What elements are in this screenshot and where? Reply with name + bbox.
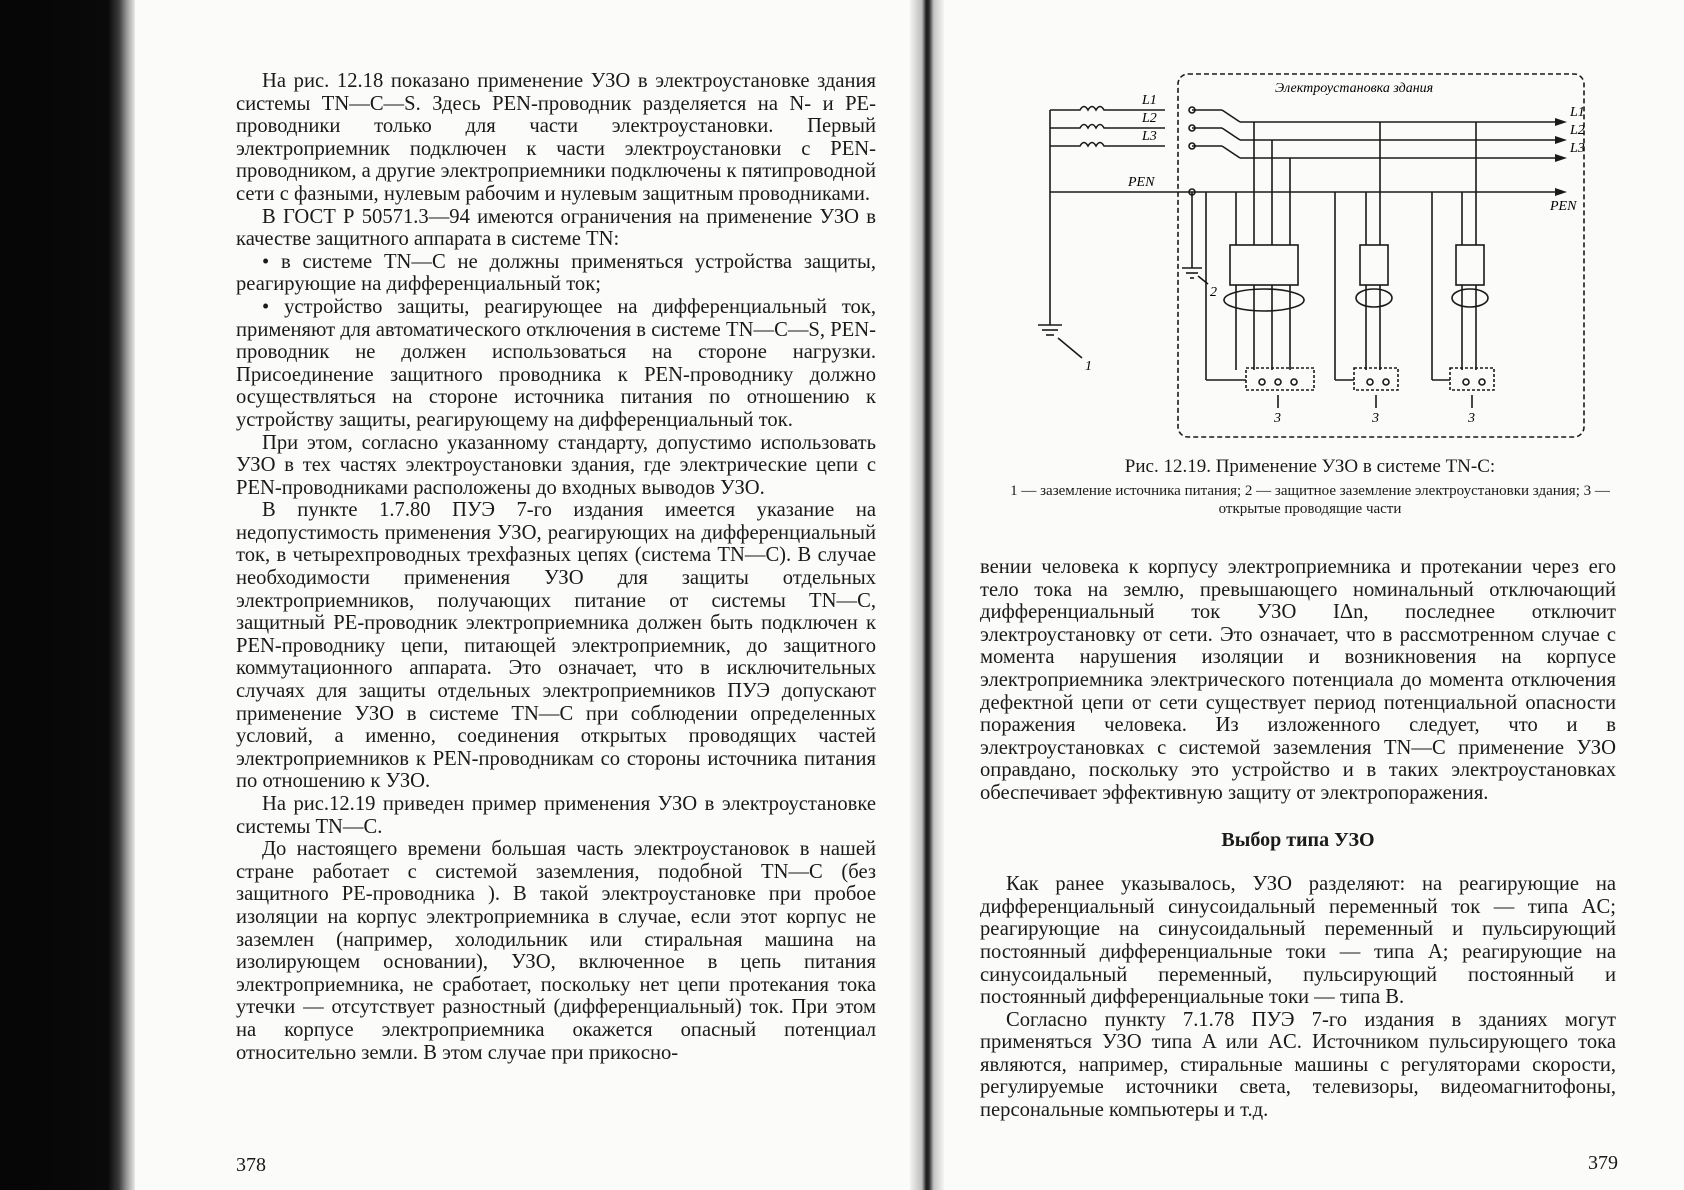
building-boundary <box>1178 74 1584 437</box>
right-page-number: 379 <box>1588 1152 1618 1174</box>
paragraph: В пункте 1.7.80 ПУЭ 7-го издания имеется указание на недопустимость применения УЗО, реагирующих на дифференциальный ток, в четырехпроводных трехфазных цепях (система TN—C). В случае необходимости применения УЗО для защиты отдельных электроприемников, получающих питание от системы TN—C, защитный PE-проводник электроприемника должен быть подключен к PEN-проводнику цепи, питающей электроприемник, до защитного коммутационного аппарата. Это означает, что в исключительных случаях для защиты отдельных электроприемников ПУЭ допускают применение УЗО в системе TN—C при соблюдении определенных условий, а именно, соединения открытых проводящих частей электроприемников к PEN-проводникам со стороны источника питания по отношению к УЗО. <box>236 499 876 793</box>
callout-1: 1 <box>1085 359 1092 374</box>
list-item: • устройство защиты, реагирующее на дифференциальный ток, применяют для автоматического отключения в системе TN—C—S, PEN-проводник не должен использоваться на стороне нагрузки. Присоединение защитного проводника к PEN-проводнику должно осуществляться на стороне источника питания по отношению к устройству защиты, реагирующему на дифференциальный ток. <box>236 295 876 431</box>
callout-3: 3 <box>1372 411 1379 426</box>
paragraph: На рис. 12.18 показано применение УЗО в электроустановке здания системы TN—C—S. Здесь PEN-проводник разделяется на N- и PE-проводники только для части электроустановки. Первый электроприемник подключен к части электроустановки с PEN-проводником, а другие электроприемники подключены к пятипроводной сети с фазными, нулевым рабочим и нулевым защитным проводниками. <box>236 70 876 205</box>
right-label-pen: PEN <box>1550 199 1577 214</box>
left-label-l2: L2 <box>1142 111 1157 126</box>
paragraph: Как ранее указывалось, УЗО разделяют: на реагирующие на дифференциальный синусоидальный переменный ток — типа AC; реагирующие на синусоидальный переменный и пульсирующий постоянный дифференциальные токи — типа A; реагирующие на синусоидальный переменный, пульсирующий постоянный и постоянный дифференциальные токи — типа B. <box>980 873 1616 1009</box>
paragraph: До настоящего времени большая часть электроустановок в нашей стране работает с системой заземления, подобной TN—C (без защитного PE-проводника ). В такой электроустановке при пробое изоляции на корпус электроприемника в случае, если этот корпус не заземлен (например, холодильник или стиральная машина на изолирующем основании), УЗО, включенное в цепь питания электроприемника, не сработает, поскольку нет цепи протекания тока утечки — отсутствует разностный (дифференциальный) ток. При этом на корпусе электроприемника окажется опасный потенциал относительно земли. В этом случае при прикосно- <box>236 838 876 1064</box>
right-page-text <box>980 556 1616 1122</box>
right-label-l2: L2 <box>1570 123 1585 138</box>
paragraph: При этом, согласно указанному стандарту, допустимо использовать УЗО в тех частях электроустановки здания, где электрические цепи с PEN-проводниками расположены до входных выводов УЗО. <box>236 431 876 499</box>
callout-2: 2 <box>1210 285 1217 300</box>
box-label: Электроустановка здания <box>1275 81 1434 96</box>
left-label-l1: L1 <box>1142 93 1157 108</box>
left-page-number: 378 <box>236 1154 266 1176</box>
callout-3: 3 <box>1468 411 1475 426</box>
scan-dark-edge <box>0 0 135 1190</box>
list-item: • в системе TN—C не должны применяться устройства защиты, реагирующие на дифференциальный ток; <box>236 250 876 296</box>
figure-caption <box>990 456 1630 518</box>
right-label-l3: L3 <box>1570 141 1585 156</box>
paragraph: Согласно пункту 7.1.78 ПУЭ 7-го издания в зданиях могут применяться УЗО типа A или AC. Источником пульсирующего тока являются, например, стиральные машины с регуляторами скорости, регулируемые источники света, телевизоры, видеомагнитофоны, персональные компьютеры и т.д. <box>980 1008 1616 1122</box>
book-spine <box>910 0 944 1190</box>
caption-note: 1 — заземление источника питания; 2 — защитное заземление электроустановки здания; 3 — открытые проводящие части <box>1010 483 1610 517</box>
section-heading: Выбор типа УЗО <box>1221 828 1375 851</box>
paragraph: В ГОСТ Р 50571.3—94 имеются ограничения на применение УЗО в качестве защитного аппарата в системе TN: <box>236 205 876 251</box>
right-label-l1: L1 <box>1570 105 1585 120</box>
caption-title: Рис. 12.19. Применение УЗО в системе TN-C: <box>1124 456 1496 477</box>
left-label-pen: PEN <box>1128 175 1155 190</box>
left-label-l3: L3 <box>1142 129 1157 144</box>
left-page-text <box>236 70 876 1064</box>
circuit-diagram <box>1030 70 1590 445</box>
callout-3: 3 <box>1274 411 1281 426</box>
paragraph: вении человека к корпусу электроприемника и протекании через его тело тока на землю, превышающего номинальный отключающий дифференциальный ток УЗО IΔn, последнее отключит электроустановку от сети. Это означает, что в рассмотренном случае с момента нарушения изоляции и возникновения на корпусе электроприемника электрического потенциала до момента отключения дефектной цепи от сети существует период потенциальной опасности поражения человека. Из изложенного следует, что и в электроустановках с системой заземления TN—C применение УЗО оправдано, поскольку это устройство и в таких электроустановках обеспечивает эффективную защиту от электропоражения. <box>980 556 1616 804</box>
paragraph: На рис.12.19 приведен пример применения УЗО в электроустановке системы TN—C. <box>236 793 876 838</box>
